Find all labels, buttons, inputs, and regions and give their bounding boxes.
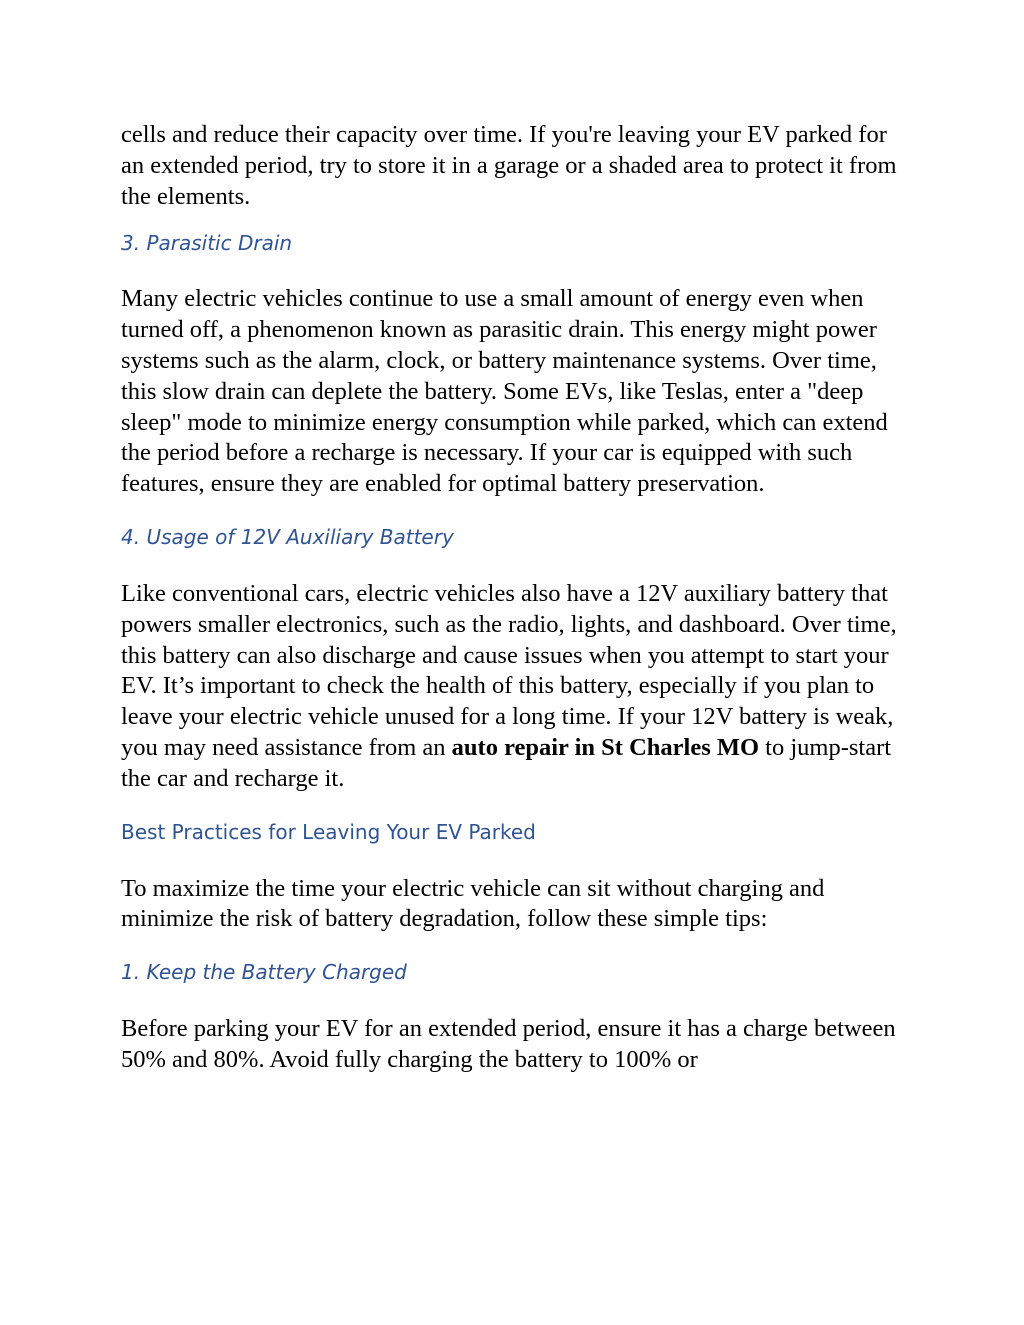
heading-auxiliary-battery: 4. Usage of 12V Auxiliary Battery <box>121 524 454 549</box>
paragraph-keep-battery-charged: Before parking your EV for an extended period, ensure it has a charge between 50% and 80%. Avoid fully charging the battery to 100% or <box>121 1015 896 1073</box>
paragraph-parasitic-drain: Many electric vehicles continue to use a small amount of energy even when turned off, a phenomenon known as parasitic drain. This energy might power systems such as the alarm, clock, or battery maintenance systems. Over time, this slow drain can deplete the battery. Some EVs, like Teslas, enter a "deep sleep" mode to minimize energy consumption while parked, which can extend the period before a recharge is necessary. If your car is equipped with such features, ensure they are enabled for optimal battery preservation. <box>121 285 888 498</box>
paragraph-best-practices: To maximize the time your electric vehicle can sit without charging and minimize the risk of battery degradation, follow these simple tips: <box>121 874 825 933</box>
document-page <box>121 120 911 1076</box>
paragraph-storage: cells and reduce their capacity over time. If you're leaving your EV parked for an extended period, try to store it in a garage or a shaded area to protect it from the elements. <box>121 121 897 210</box>
heading-keep-battery-charged: 1. Keep the Battery Charged <box>121 960 407 985</box>
paragraph-auxiliary-text-start: Like conventional cars, electric vehicles also have a 12V auxiliary battery that powers smaller electronics, such as the radio, lights, and dashboard. Over time, this battery can also discharge and cause issues when you attempt to start your EV. It’s important to check the health of this battery, especially if you plan to leave your electric vehicle unused for a long time. If your 12V battery is weak, you may need assistance from an <box>121 579 897 761</box>
heading-parasitic-drain: 3. Parasitic Drain <box>121 231 293 256</box>
paragraph-auxiliary-text-end: to jump-start the car and recharge it. <box>121 733 892 792</box>
paragraph-auxiliary-battery <box>121 579 911 795</box>
auto-repair-keyword: auto repair in St Charles MO <box>451 733 760 761</box>
heading-best-practices: Best Practices for Leaving Your EV Parked <box>121 819 536 844</box>
